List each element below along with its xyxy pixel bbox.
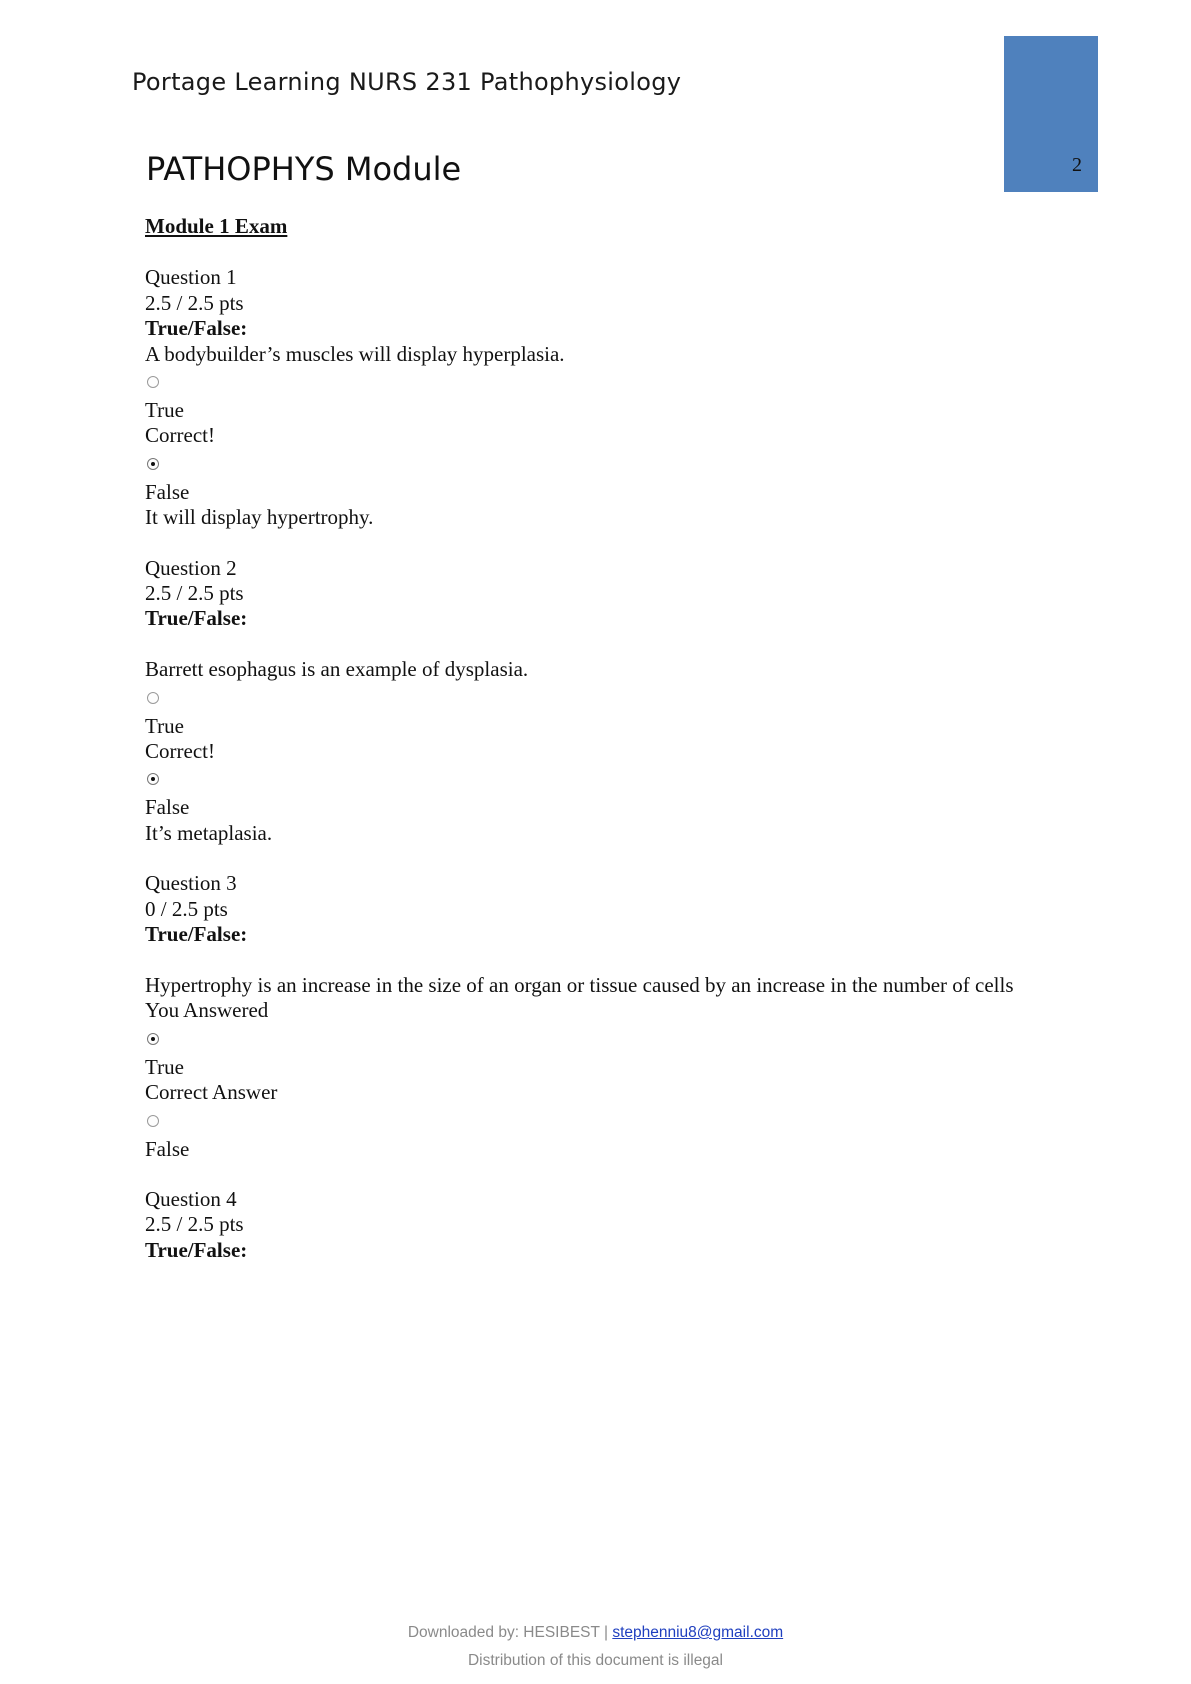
option-true-label: True <box>145 713 184 738</box>
question-number: Question 3 <box>145 871 237 896</box>
correct-answer-label: Correct Answer <box>145 1080 278 1105</box>
question-number: Question 1 <box>145 265 237 290</box>
option-true-label: True <box>145 1054 184 1079</box>
question-number: Question 2 <box>145 555 237 580</box>
question-type: True/False: <box>145 922 248 947</box>
correct-label: Correct! <box>145 739 215 764</box>
radio-true[interactable] <box>147 1033 159 1045</box>
page-number: 2 <box>1072 154 1082 176</box>
page-number-box <box>1004 36 1098 192</box>
radio-false[interactable] <box>147 458 159 470</box>
question-1 <box>145 265 1085 530</box>
question-points: 2.5 / 2.5 pts <box>145 581 244 606</box>
module-title: PATHOPHYS Module <box>146 150 462 188</box>
question-type: True/False: <box>145 606 248 631</box>
you-answered-label: You Answered <box>145 998 269 1023</box>
radio-false[interactable] <box>147 1115 159 1127</box>
option-false-label: False <box>145 1136 190 1161</box>
distribution-notice: Distribution of this document is illegal <box>467 1652 723 1669</box>
question-points: 0 / 2.5 pts <box>145 896 228 921</box>
question-feedback: It’s metaplasia. <box>145 820 273 845</box>
question-number: Question 4 <box>145 1186 237 1211</box>
downloaded-by-text: Downloaded by: HESIBEST | <box>407 1624 613 1641</box>
question-feedback: It will display hypertrophy. <box>145 505 374 530</box>
question-type: True/False: <box>145 1237 248 1262</box>
radio-true[interactable] <box>147 692 159 704</box>
question-2 <box>145 556 1085 847</box>
correct-label: Correct! <box>145 423 215 448</box>
radio-true[interactable] <box>147 376 159 388</box>
question-type: True/False: <box>145 316 248 341</box>
question-3 <box>145 871 1085 1162</box>
option-true-label: True <box>145 398 184 423</box>
question-points: 2.5 / 2.5 pts <box>145 1212 244 1237</box>
question-points: 2.5 / 2.5 pts <box>145 290 244 315</box>
exam-content <box>145 214 1085 1288</box>
question-prompt: A bodybuilder’s muscles will display hyperplasia. <box>145 341 565 366</box>
course-title: Portage Learning NURS 231 Pathophysiology <box>132 68 682 96</box>
email-link[interactable]: stephenniu8@gmail.com <box>612 1624 784 1641</box>
option-false-label: False <box>145 479 190 504</box>
question-4 <box>145 1187 1085 1263</box>
question-prompt: Hypertrophy is an increase in the size of an organ or tissue caused by an increase in the number of cells <box>145 972 1014 997</box>
option-false-label: False <box>145 795 190 820</box>
download-notice <box>0 1624 1191 1642</box>
question-prompt: Barrett esophagus is an example of dysplasia. <box>145 657 529 682</box>
radio-false[interactable] <box>147 773 159 785</box>
exam-title: Module 1 Exam <box>145 214 288 238</box>
